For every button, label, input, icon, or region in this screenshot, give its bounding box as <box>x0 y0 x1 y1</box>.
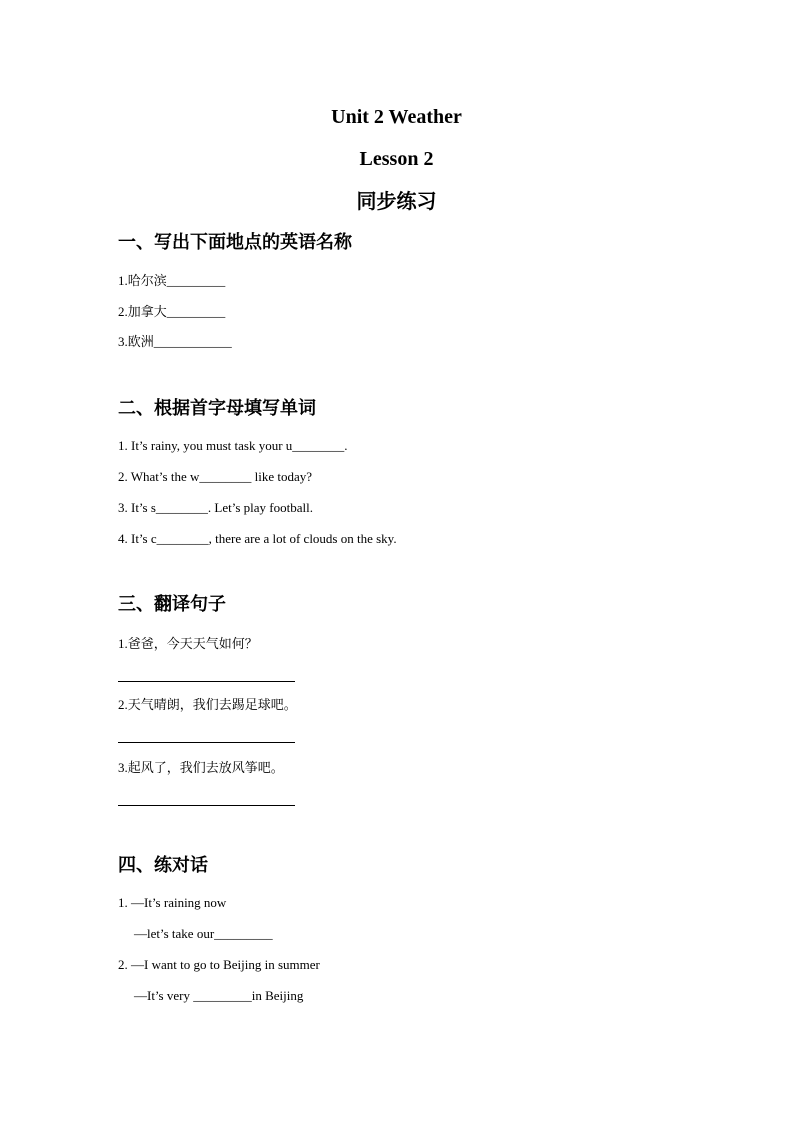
practice-subtitle: 同步练习 <box>356 189 437 213</box>
section-1-item-1: 1.哈尔滨_________ <box>118 273 226 288</box>
section-4-item-2: —let’s take our_________ <box>134 926 273 941</box>
section-2-item-1: 1. It’s rainy, you must task your u________. <box>118 438 348 453</box>
section-3-item-1: 1.爸爸，今天天气如何？ <box>118 636 258 651</box>
section-3-item-2: 2.天气晴朗，我们去踢足球吧。 <box>118 697 297 712</box>
section-2-item-4: 4. It’s c________, there are a lot of clouds on the sky. <box>118 531 397 546</box>
section-1-item-2: 2.加拿大_________ <box>118 304 226 319</box>
section-4-item-1: 1. —It’s raining now <box>118 895 227 910</box>
lesson-title: Lesson 2 <box>359 148 434 170</box>
section-3-heading: 三、翻译句子 <box>118 594 226 615</box>
section-4-item-4: —It’s very _________in Beijing <box>134 988 304 1003</box>
unit-title: Unit 2 Weather <box>331 106 462 128</box>
section-2-heading: 二、根据首字母填写单词 <box>118 398 316 419</box>
section-3-item-3: 3.起风了，我们去放风筝吧。 <box>118 760 284 775</box>
section-1-item-3: 3.欧洲____________ <box>118 334 232 349</box>
answer-line-3 <box>118 805 295 806</box>
section-4-item-3: 2. —I want to go to Beijing in summer <box>118 957 320 972</box>
section-2-item-3: 3. It’s s________. Let’s play football. <box>118 500 313 515</box>
section-2-item-2: 2. What’s the w________ like today? <box>118 469 313 484</box>
answer-line-1 <box>118 681 295 682</box>
answer-line-2 <box>118 742 295 743</box>
section-4-heading: 四、练对话 <box>118 855 208 876</box>
section-1-heading: 一、写出下面地点的英语名称 <box>118 232 352 253</box>
